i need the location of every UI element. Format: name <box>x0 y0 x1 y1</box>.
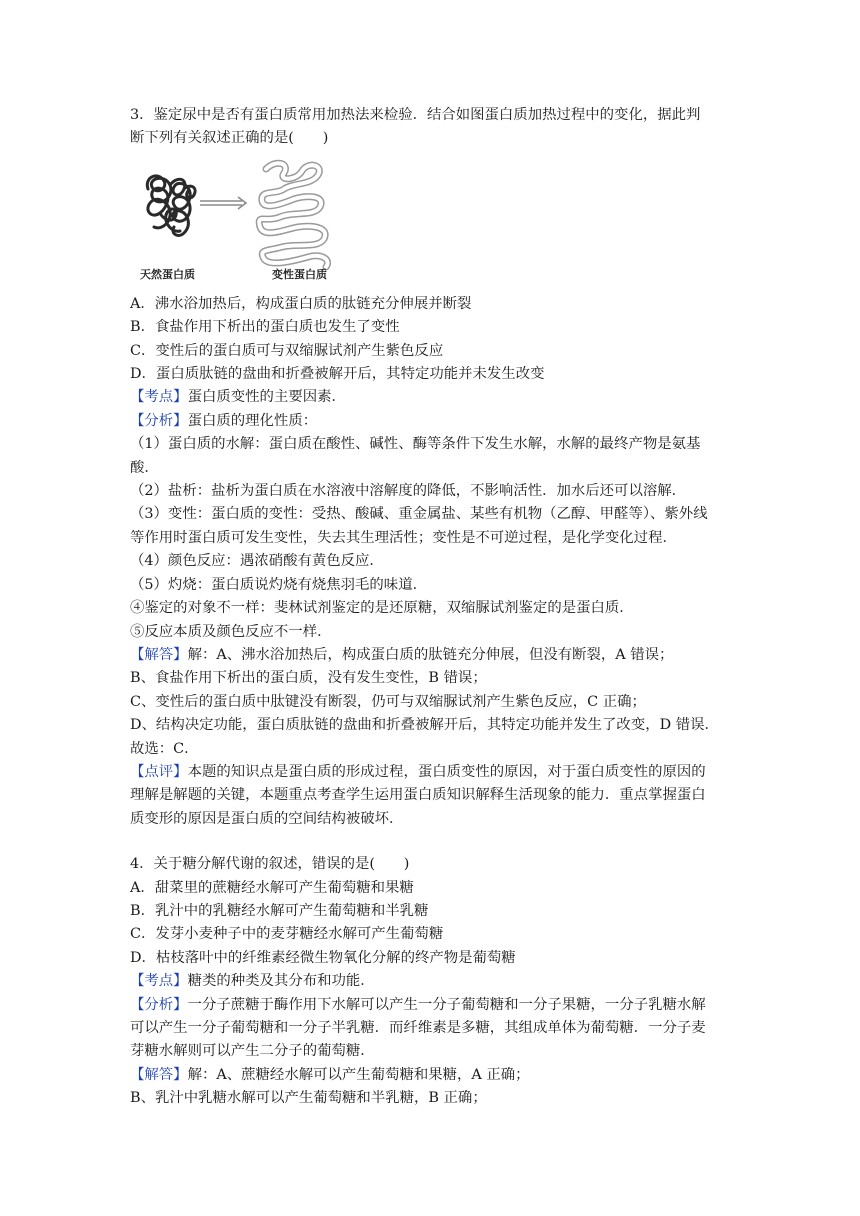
q4-stem: 4．关于糖分解代谢的叙述，错误的是( ) <box>130 856 410 873</box>
jieda-tag: 【解答】 <box>130 1066 188 1083</box>
q3-fenxi <box>130 410 730 433</box>
fenxi-tag: 【分析】 <box>130 996 188 1013</box>
q4-option-c: C．发芽小麦种子中的麦芽糖经水解可产生葡萄糖 <box>130 926 444 943</box>
q3-analysis-line: （4）颜色反应：遇浓硝酸有黄色反应． <box>130 553 384 570</box>
q3-analysis-line: 等作用时蛋白质可发生变性，失去其生理活性；变性是不可逆过程，是化学变化过程． <box>130 529 677 546</box>
q3-option-c: C．变性后的蛋白质可与双缩脲试剂产生紫色反应 <box>130 342 444 359</box>
q4-option-d: D．枯枝落叶中的纤维素经微生物氧化分解的终产物是葡萄糖 <box>130 949 516 966</box>
kaodian-tag: 【考点】 <box>130 389 188 406</box>
kaodian-text: 糖类的种类及其分布和功能． <box>187 973 375 990</box>
q3-stem-line2: 断下列有关叙述正确的是( ) <box>130 130 329 147</box>
q3-dianping <box>130 761 730 784</box>
jieda-tag: 【解答】 <box>130 646 188 663</box>
protein-denaturation-figure <box>134 155 344 287</box>
q3-option-a: A．沸水浴加热后，构成蛋白质的肽链充分伸展并断裂 <box>130 295 472 312</box>
q3-analysis-line: （5）灼烧：蛋白质说灼烧有烧焦羽毛的味道． <box>130 576 427 593</box>
denatured-protein-image <box>259 163 327 267</box>
q4-analysis-line: 可以产生一分子葡萄糖和一分子半乳糖．而纤维素是多糖，其组成单体为葡萄糖．一分子麦 <box>130 1020 706 1036</box>
section-gap <box>130 831 730 853</box>
q3-stem-line1: 3．鉴定尿中是否有蛋白质常用加热法来检验．结合如图蛋白质加热过程中的变化，据此判 <box>130 107 701 123</box>
q3-answer-line: B、食盐作用下析出的蛋白质，没有发生变性，B 错误； <box>130 670 487 687</box>
jieda-text: 解：A、蔗糖经水解可以产生葡萄糖和果糖，A 正确； <box>187 1066 530 1083</box>
jieda-text: 解：A、沸水浴加热后，构成蛋白质的肽链充分伸展，但没有断裂，A 错误； <box>187 646 674 663</box>
q4-option-b: B．乳汁中的乳糖经水解可产生葡萄糖和半乳糖 <box>130 902 429 919</box>
kaodian-text: 蛋白质变性的主要因素． <box>187 389 346 406</box>
native-protein-label: 天然蛋白质 <box>140 267 195 281</box>
fenxi-text: 一分子蔗糖于酶作用下水解可以产生一分子葡萄糖和一分子果糖，一分子乳糖水解 <box>187 996 706 1013</box>
dianping-tag: 【点评】 <box>130 763 188 780</box>
q3-answer-line: C、变性后的蛋白质中肽键没有断裂，仍可与双缩脲试剂产生紫色反应，C 正确； <box>130 693 646 710</box>
q3-jieda <box>130 644 730 667</box>
q3-analysis-line: 酸． <box>130 459 159 476</box>
q3-analysis-line: （3）变性：蛋白质的变性：受热、酸碱、重金属盐、某些有机物（乙醇、甲醛等）、紫外线 <box>130 506 708 523</box>
native-protein-image <box>147 176 195 236</box>
q3-dianping-line: 质变形的原因是蛋白质的空间结构被破坏． <box>130 810 404 827</box>
q4-fenxi <box>130 994 730 1017</box>
q3-analysis-line: （1）蛋白质的水解：蛋白质在酸性、碱性、酶等条件下发生水解，水解的最终产物是氨基 <box>130 436 701 453</box>
q3-answer-line: D、结构决定功能，蛋白质肽链的盘曲和折叠被解开后，其特定功能并发生了改变，D 错误． <box>130 717 719 734</box>
q3-analysis-line: ④鉴定的对象不一样：斐林试剂鉴定的是还原糖，双缩脲试剂鉴定的是蛋白质． <box>130 600 634 617</box>
document-content <box>130 104 730 1111</box>
arrow-icon <box>200 197 246 209</box>
fenxi-text: 蛋白质的理化性质： <box>187 412 318 429</box>
q4-answer-line: B、乳汁中乳糖水解可以产生葡萄糖和半乳糖，B 正确； <box>130 1090 487 1107</box>
q4-kaodian <box>130 970 730 993</box>
q3-option-b: B．食盐作用下析出的蛋白质也发生了变性 <box>130 319 400 336</box>
q4-option-a: A．甜菜里的蔗糖经水解可产生葡萄糖和果糖 <box>130 879 414 896</box>
q3-analysis-line: ⑤反应本质及颜色反应不一样． <box>130 623 332 640</box>
q3-kaodian <box>130 386 730 409</box>
q3-dianping-line: 理解是解题的关键，本题重点考查学生运用蛋白质知识解释生活现象的能力．重点掌握蛋白 <box>130 787 706 804</box>
kaodian-tag: 【考点】 <box>130 973 188 990</box>
q3-analysis-line: （2）盐析：盐析为蛋白质在水溶液中溶解度的降低，不影响活性．加水后还可以溶解． <box>130 483 687 500</box>
q3-answer-line: 故选：C． <box>130 740 199 757</box>
q3-option-d: D．蛋白质肽链的盘曲和折叠被解开后，其特定功能并未发生改变 <box>130 366 545 383</box>
dianping-text: 本题的知识点是蛋白质的形成过程，蛋白质变性的原因，对于蛋白质变性的原因的 <box>187 763 706 780</box>
denatured-protein-label: 变性蛋白质 <box>272 267 327 281</box>
q4-jieda <box>130 1064 730 1087</box>
q4-analysis-line: 芽糖水解则可以产生二分子的葡萄糖． <box>130 1043 375 1060</box>
fenxi-tag: 【分析】 <box>130 412 188 429</box>
